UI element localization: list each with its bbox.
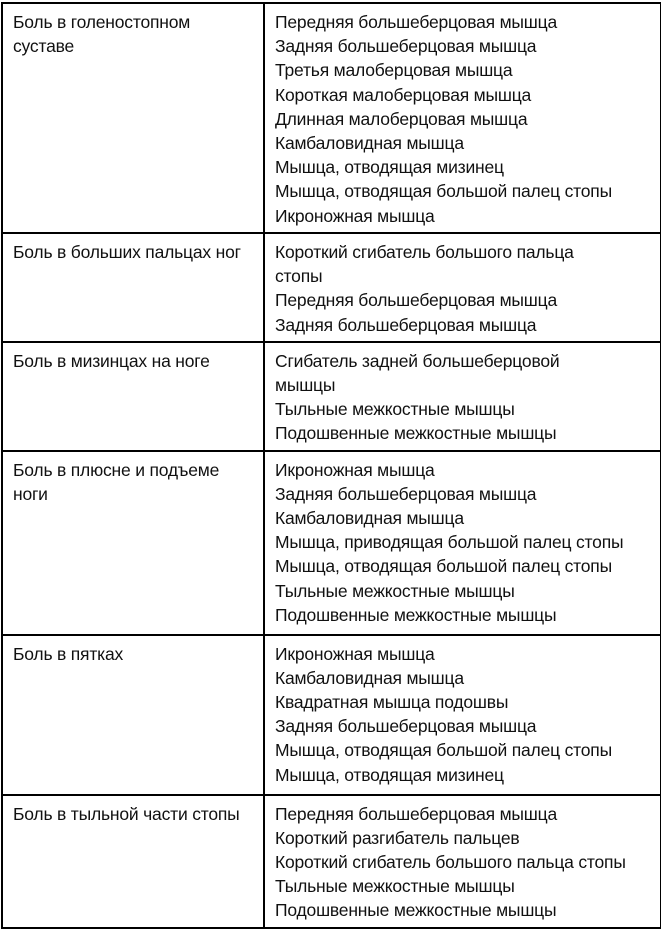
muscle-line: Короткий сгибатель большого пальца — [275, 242, 574, 262]
muscle-line: Тыльные межкостные мышцы — [275, 399, 515, 420]
muscle-line: Передняя большеберцовая мышца — [275, 12, 557, 32]
muscle-line: Тыльные межкостные мышцы — [275, 580, 515, 601]
muscle-line: Задняя большеберцовая мышца — [275, 36, 537, 57]
muscle-line: Икроножная мышца — [275, 643, 435, 664]
pain-location-cell — [2, 342, 264, 451]
muscle-line: стопы — [275, 266, 323, 287]
muscle-line: Мышца, приводящая большой палец стопы — [275, 532, 624, 553]
pain-location-cell — [2, 451, 264, 635]
muscles-cell — [264, 233, 661, 342]
muscles-cell — [264, 635, 661, 795]
muscle-line: Тыльные межкостные мышцы — [275, 876, 515, 897]
muscle-line: Задняя большеберцовая мышца — [275, 483, 537, 504]
pain-location-line: Боль в плюсне и подъеме — [13, 459, 220, 480]
muscle-line: Короткий сгибатель большого пальца стопы — [275, 852, 626, 873]
muscles-cell — [264, 342, 661, 451]
muscle-line: мышцы — [275, 375, 336, 396]
pain-location-cell — [2, 233, 264, 342]
pain-location-line: Боль в пятках — [13, 643, 124, 664]
pain-location-cell — [2, 3, 264, 233]
muscle-line: Мышца, отводящая большой палец стопы — [275, 181, 612, 202]
muscle-line: Подошвенные межкостные мышцы — [275, 423, 557, 444]
table-row — [2, 233, 661, 342]
table-row — [2, 3, 661, 233]
muscle-line: Третья малоберцовая мышца — [275, 60, 513, 81]
muscle-line: Камбаловидная мышца — [275, 508, 464, 529]
pain-location-cell — [2, 635, 264, 795]
table-row — [2, 451, 661, 635]
pain-location-line: Боль в больших пальцах ног — [13, 242, 241, 262]
muscle-line: Длинная малоберцовая мышца — [275, 108, 528, 129]
muscle-line: Мышца, отводящая большой палец стопы — [275, 556, 612, 577]
pain-muscles-table-body — [2, 3, 661, 928]
muscle-line: Мышца, отводящая большой палец стопы — [275, 740, 612, 761]
muscles-cell — [264, 795, 661, 928]
muscle-line: Короткий разгибатель пальцев — [275, 827, 520, 848]
pain-location-line: Боль в голеностопном — [13, 12, 191, 32]
pain-location-cell — [2, 795, 264, 928]
pain-location-line: суставе — [13, 36, 75, 57]
pain-location-line: ноги — [13, 483, 48, 504]
muscle-line: Камбаловидная мышца — [275, 667, 464, 688]
pain-muscles-table — [1, 2, 661, 929]
table-row — [2, 342, 661, 451]
muscle-line: Сгибатель задней большеберцовой — [275, 350, 560, 371]
muscle-line: Квадратная мышца подошвы — [275, 692, 509, 713]
pain-location-line: Боль в тыльной части стопы — [13, 803, 240, 824]
muscle-line: Мышца, отводящая мизинец — [275, 157, 504, 178]
pain-location-line: Боль в мизинцах на ноге — [13, 350, 210, 371]
muscle-line: Мышца, отводящая мизинец — [275, 764, 504, 785]
table-row — [2, 795, 661, 928]
muscles-cell — [264, 451, 661, 635]
muscle-line: Подошвенные межкостные мышцы — [275, 604, 557, 625]
muscle-line: Подошвенные межкостные мышцы — [275, 900, 557, 921]
muscle-line: Икроножная мышца — [275, 459, 435, 480]
table-row — [2, 635, 661, 795]
muscle-line: Передняя большеберцовая мышца — [275, 290, 557, 311]
muscle-line: Передняя большеберцовая мышца — [275, 803, 557, 824]
muscle-line: Короткая малоберцовая мышца — [275, 84, 532, 105]
muscle-line: Камбаловидная мышца — [275, 133, 464, 154]
muscle-line: Икроножная мышца — [275, 205, 435, 226]
muscle-line: Задняя большеберцовая мышца — [275, 314, 537, 335]
muscle-line: Задняя большеберцовая мышца — [275, 716, 537, 737]
muscles-cell — [264, 3, 661, 233]
